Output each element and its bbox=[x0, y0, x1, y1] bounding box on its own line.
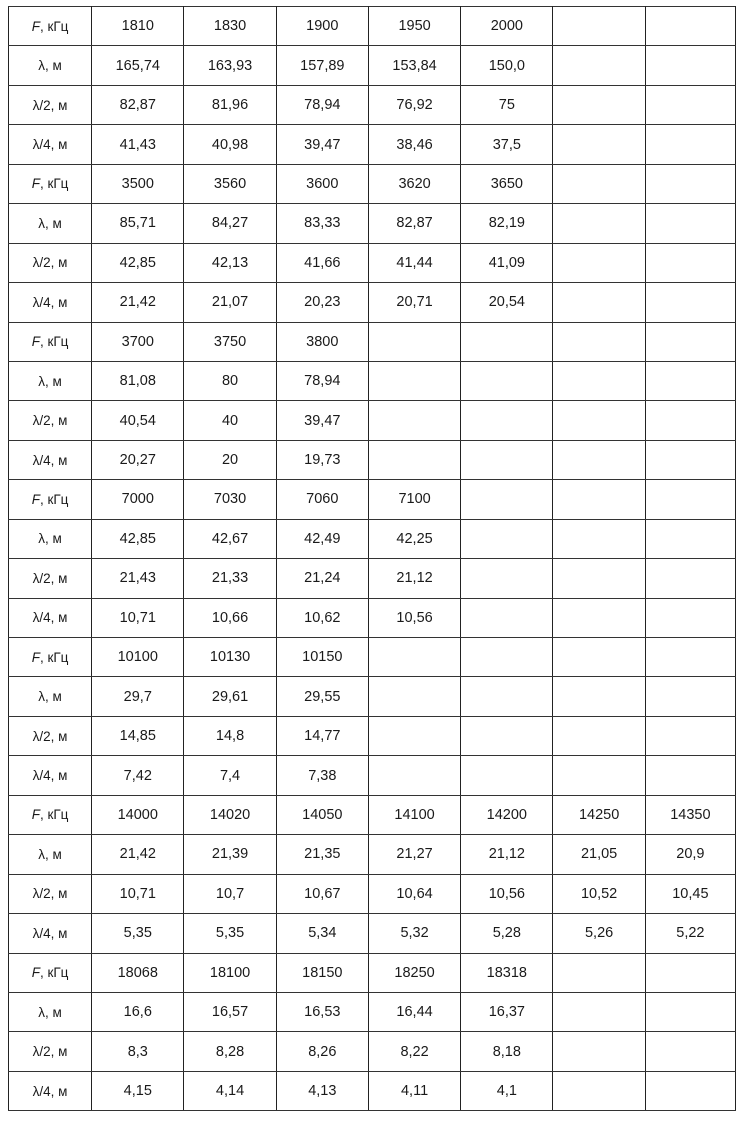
table-cell: 1950 bbox=[368, 7, 460, 46]
table-cell: 4,1 bbox=[461, 1071, 553, 1110]
table-row bbox=[9, 914, 736, 953]
table-cell: 8,22 bbox=[368, 1032, 460, 1071]
row-label: λ, м bbox=[9, 361, 92, 400]
row-label: λ/2, м bbox=[9, 874, 92, 913]
table-cell bbox=[645, 440, 735, 479]
table-cell bbox=[645, 322, 735, 361]
table-cell: 20 bbox=[184, 440, 276, 479]
table-cell bbox=[645, 46, 735, 85]
table-cell: 3600 bbox=[276, 164, 368, 203]
table-cell bbox=[553, 283, 645, 322]
table-cell: 163,93 bbox=[184, 46, 276, 85]
table-cell: 14,77 bbox=[276, 716, 368, 755]
table-row bbox=[9, 164, 736, 203]
table-cell: 165,74 bbox=[92, 46, 184, 85]
table-cell: 1830 bbox=[184, 7, 276, 46]
table-cell: 4,11 bbox=[368, 1071, 460, 1110]
table-cell: 78,94 bbox=[276, 85, 368, 124]
row-label: λ, м bbox=[9, 835, 92, 874]
table-cell: 21,24 bbox=[276, 559, 368, 598]
table-cell: 10,71 bbox=[92, 598, 184, 637]
row-label: λ/4, м bbox=[9, 756, 92, 795]
table-cell: 10,7 bbox=[184, 874, 276, 913]
table-cell: 21,27 bbox=[368, 835, 460, 874]
table-cell bbox=[553, 85, 645, 124]
row-label: F, кГц bbox=[9, 164, 92, 203]
table-cell: 14200 bbox=[461, 795, 553, 834]
table-cell: 7000 bbox=[92, 480, 184, 519]
row-label: F, кГц bbox=[9, 638, 92, 677]
row-label: F, кГц bbox=[9, 953, 92, 992]
row-label: λ/2, м bbox=[9, 716, 92, 755]
table-cell: 40,54 bbox=[92, 401, 184, 440]
table-cell bbox=[553, 204, 645, 243]
table-cell bbox=[553, 953, 645, 992]
row-label: λ/2, м bbox=[9, 243, 92, 282]
table-cell: 5,28 bbox=[461, 914, 553, 953]
table-cell: 42,85 bbox=[92, 519, 184, 558]
table-cell: 21,33 bbox=[184, 559, 276, 598]
table-row bbox=[9, 559, 736, 598]
table-cell bbox=[553, 992, 645, 1031]
table-cell bbox=[461, 638, 553, 677]
table-row bbox=[9, 243, 736, 282]
table-cell: 38,46 bbox=[368, 125, 460, 164]
table-cell bbox=[553, 7, 645, 46]
row-label: λ, м bbox=[9, 46, 92, 85]
table-cell: 10,71 bbox=[92, 874, 184, 913]
table-cell: 18068 bbox=[92, 953, 184, 992]
table-cell bbox=[553, 322, 645, 361]
table-cell bbox=[645, 125, 735, 164]
table-cell: 153,84 bbox=[368, 46, 460, 85]
row-label: F, кГц bbox=[9, 795, 92, 834]
table-cell: 3750 bbox=[184, 322, 276, 361]
table-cell: 21,42 bbox=[92, 835, 184, 874]
table-cell: 29,61 bbox=[184, 677, 276, 716]
row-label: λ/4, м bbox=[9, 125, 92, 164]
table-cell: 39,47 bbox=[276, 401, 368, 440]
table-cell: 84,27 bbox=[184, 204, 276, 243]
table-cell: 42,13 bbox=[184, 243, 276, 282]
table-cell: 41,09 bbox=[461, 243, 553, 282]
table-cell: 76,92 bbox=[368, 85, 460, 124]
table-cell bbox=[645, 243, 735, 282]
table-cell: 157,89 bbox=[276, 46, 368, 85]
table-cell: 2000 bbox=[461, 7, 553, 46]
row-label: λ, м bbox=[9, 519, 92, 558]
table-cell bbox=[461, 598, 553, 637]
row-label: F, кГц bbox=[9, 480, 92, 519]
table-row bbox=[9, 204, 736, 243]
table-cell: 82,19 bbox=[461, 204, 553, 243]
table-cell: 39,47 bbox=[276, 125, 368, 164]
row-label: λ, м bbox=[9, 204, 92, 243]
table-cell: 10130 bbox=[184, 638, 276, 677]
row-label: λ/4, м bbox=[9, 914, 92, 953]
table-cell bbox=[553, 401, 645, 440]
table-row bbox=[9, 953, 736, 992]
row-label: F, кГц bbox=[9, 322, 92, 361]
table-cell bbox=[368, 361, 460, 400]
table-cell: 41,44 bbox=[368, 243, 460, 282]
table-cell: 10,56 bbox=[368, 598, 460, 637]
table-cell: 10100 bbox=[92, 638, 184, 677]
table-cell: 80 bbox=[184, 361, 276, 400]
table-cell: 42,49 bbox=[276, 519, 368, 558]
table-cell bbox=[645, 1071, 735, 1110]
table-cell: 14100 bbox=[368, 795, 460, 834]
table-cell: 21,07 bbox=[184, 283, 276, 322]
table-cell: 29,7 bbox=[92, 677, 184, 716]
table-cell bbox=[645, 756, 735, 795]
table-cell: 5,26 bbox=[553, 914, 645, 953]
table-cell: 150,0 bbox=[461, 46, 553, 85]
table-cell: 3650 bbox=[461, 164, 553, 203]
table-cell bbox=[645, 953, 735, 992]
table-cell: 81,96 bbox=[184, 85, 276, 124]
table-cell bbox=[645, 204, 735, 243]
table-cell: 7,38 bbox=[276, 756, 368, 795]
table-cell bbox=[553, 1032, 645, 1071]
table-row bbox=[9, 677, 736, 716]
table-cell: 7060 bbox=[276, 480, 368, 519]
table-cell: 10,45 bbox=[645, 874, 735, 913]
table-cell bbox=[645, 559, 735, 598]
table-cell: 5,22 bbox=[645, 914, 735, 953]
row-label: λ/4, м bbox=[9, 283, 92, 322]
table-cell: 7100 bbox=[368, 480, 460, 519]
table-cell: 41,66 bbox=[276, 243, 368, 282]
table-cell bbox=[461, 480, 553, 519]
table-cell: 8,26 bbox=[276, 1032, 368, 1071]
table-cell: 10,62 bbox=[276, 598, 368, 637]
table-row bbox=[9, 7, 736, 46]
table-cell: 81,08 bbox=[92, 361, 184, 400]
table-cell: 10,66 bbox=[184, 598, 276, 637]
table-cell bbox=[461, 361, 553, 400]
table-cell: 14250 bbox=[553, 795, 645, 834]
table-cell: 16,53 bbox=[276, 992, 368, 1031]
table-cell bbox=[553, 559, 645, 598]
table-cell bbox=[553, 480, 645, 519]
table-cell: 10,67 bbox=[276, 874, 368, 913]
table-cell: 42,67 bbox=[184, 519, 276, 558]
table-cell: 20,23 bbox=[276, 283, 368, 322]
table-cell bbox=[553, 243, 645, 282]
table-row bbox=[9, 46, 736, 85]
table-body bbox=[9, 7, 736, 1111]
row-label: λ/2, м bbox=[9, 1032, 92, 1071]
table-cell: 3800 bbox=[276, 322, 368, 361]
table-cell bbox=[645, 1032, 735, 1071]
table-cell bbox=[368, 677, 460, 716]
table-cell bbox=[553, 125, 645, 164]
table-row bbox=[9, 598, 736, 637]
table-cell: 82,87 bbox=[368, 204, 460, 243]
table-cell bbox=[645, 992, 735, 1031]
table-cell bbox=[461, 677, 553, 716]
table-cell: 10,64 bbox=[368, 874, 460, 913]
table-row bbox=[9, 835, 736, 874]
table-cell: 14,85 bbox=[92, 716, 184, 755]
row-label: λ, м bbox=[9, 992, 92, 1031]
table-cell: 18250 bbox=[368, 953, 460, 992]
table-cell bbox=[553, 440, 645, 479]
table-cell: 16,37 bbox=[461, 992, 553, 1031]
table-cell: 20,71 bbox=[368, 283, 460, 322]
row-label: λ, м bbox=[9, 677, 92, 716]
table-cell: 8,28 bbox=[184, 1032, 276, 1071]
table-cell: 75 bbox=[461, 85, 553, 124]
table-cell: 20,54 bbox=[461, 283, 553, 322]
table-cell: 14,8 bbox=[184, 716, 276, 755]
table-cell bbox=[553, 519, 645, 558]
table-cell: 10150 bbox=[276, 638, 368, 677]
table-cell bbox=[461, 322, 553, 361]
table-row bbox=[9, 874, 736, 913]
row-label: λ/2, м bbox=[9, 401, 92, 440]
table-cell: 18100 bbox=[184, 953, 276, 992]
table-cell: 14020 bbox=[184, 795, 276, 834]
table-cell: 78,94 bbox=[276, 361, 368, 400]
table-cell: 16,6 bbox=[92, 992, 184, 1031]
table-cell bbox=[645, 361, 735, 400]
table-cell bbox=[645, 164, 735, 203]
table-cell bbox=[461, 756, 553, 795]
table-cell: 7,4 bbox=[184, 756, 276, 795]
table-cell bbox=[368, 322, 460, 361]
table-cell: 21,12 bbox=[368, 559, 460, 598]
table-cell bbox=[645, 401, 735, 440]
table-row bbox=[9, 519, 736, 558]
table-cell: 21,35 bbox=[276, 835, 368, 874]
table-cell: 21,42 bbox=[92, 283, 184, 322]
table-row bbox=[9, 992, 736, 1031]
table-cell: 7,42 bbox=[92, 756, 184, 795]
table-cell bbox=[461, 440, 553, 479]
table-cell: 5,34 bbox=[276, 914, 368, 953]
table-cell: 21,39 bbox=[184, 835, 276, 874]
table-row bbox=[9, 401, 736, 440]
table-cell: 10,52 bbox=[553, 874, 645, 913]
table-cell bbox=[461, 401, 553, 440]
table-cell: 1900 bbox=[276, 7, 368, 46]
table-cell bbox=[645, 283, 735, 322]
table-row bbox=[9, 756, 736, 795]
table-cell: 16,44 bbox=[368, 992, 460, 1031]
table-cell: 41,43 bbox=[92, 125, 184, 164]
table-cell: 19,73 bbox=[276, 440, 368, 479]
table-row bbox=[9, 440, 736, 479]
table-row bbox=[9, 85, 736, 124]
table-cell bbox=[461, 559, 553, 598]
table-cell: 21,43 bbox=[92, 559, 184, 598]
table-row bbox=[9, 1071, 736, 1110]
table-cell bbox=[368, 716, 460, 755]
table-cell bbox=[368, 756, 460, 795]
row-label: λ/2, м bbox=[9, 559, 92, 598]
table-cell bbox=[553, 638, 645, 677]
table-cell: 40 bbox=[184, 401, 276, 440]
table-cell: 3500 bbox=[92, 164, 184, 203]
row-label: λ/4, м bbox=[9, 440, 92, 479]
table-row bbox=[9, 361, 736, 400]
table-row bbox=[9, 638, 736, 677]
table-cell: 5,32 bbox=[368, 914, 460, 953]
table-cell bbox=[461, 519, 553, 558]
table-cell: 4,13 bbox=[276, 1071, 368, 1110]
table-cell bbox=[553, 598, 645, 637]
table-cell: 18150 bbox=[276, 953, 368, 992]
table-cell: 3700 bbox=[92, 322, 184, 361]
table-cell: 14050 bbox=[276, 795, 368, 834]
table-row bbox=[9, 322, 736, 361]
row-label: λ/2, м bbox=[9, 85, 92, 124]
table-cell: 14000 bbox=[92, 795, 184, 834]
table-row bbox=[9, 283, 736, 322]
table-cell: 4,15 bbox=[92, 1071, 184, 1110]
table-cell bbox=[645, 7, 735, 46]
table-cell bbox=[368, 440, 460, 479]
table-cell bbox=[645, 85, 735, 124]
table-cell: 3560 bbox=[184, 164, 276, 203]
table-cell bbox=[368, 401, 460, 440]
table-cell: 8,3 bbox=[92, 1032, 184, 1071]
table-cell: 29,55 bbox=[276, 677, 368, 716]
table-cell bbox=[553, 164, 645, 203]
table-cell: 20,27 bbox=[92, 440, 184, 479]
table-cell: 8,18 bbox=[461, 1032, 553, 1071]
table-cell: 37,5 bbox=[461, 125, 553, 164]
table-cell: 42,85 bbox=[92, 243, 184, 282]
table-row bbox=[9, 125, 736, 164]
table-cell: 20,9 bbox=[645, 835, 735, 874]
table-cell bbox=[368, 638, 460, 677]
table-cell bbox=[645, 598, 735, 637]
table-cell: 82,87 bbox=[92, 85, 184, 124]
table-cell: 1810 bbox=[92, 7, 184, 46]
table-cell: 5,35 bbox=[92, 914, 184, 953]
table-cell bbox=[553, 361, 645, 400]
table-cell bbox=[553, 677, 645, 716]
table-cell: 4,14 bbox=[184, 1071, 276, 1110]
table-cell: 3620 bbox=[368, 164, 460, 203]
row-label: F, кГц bbox=[9, 7, 92, 46]
table-row bbox=[9, 480, 736, 519]
table-cell: 16,57 bbox=[184, 992, 276, 1031]
table-cell: 18318 bbox=[461, 953, 553, 992]
table-cell: 40,98 bbox=[184, 125, 276, 164]
table-cell: 83,33 bbox=[276, 204, 368, 243]
table-cell: 7030 bbox=[184, 480, 276, 519]
row-label: λ/4, м bbox=[9, 1071, 92, 1110]
table-cell: 14350 bbox=[645, 795, 735, 834]
table-cell: 21,05 bbox=[553, 835, 645, 874]
table-cell bbox=[553, 756, 645, 795]
table-cell: 42,25 bbox=[368, 519, 460, 558]
table-cell bbox=[553, 46, 645, 85]
table-cell bbox=[645, 480, 735, 519]
table-cell bbox=[645, 638, 735, 677]
wavelength-table bbox=[8, 6, 736, 1111]
table-cell: 10,56 bbox=[461, 874, 553, 913]
table-row bbox=[9, 716, 736, 755]
row-label: λ/4, м bbox=[9, 598, 92, 637]
table-row bbox=[9, 795, 736, 834]
table-cell: 85,71 bbox=[92, 204, 184, 243]
table-cell bbox=[645, 519, 735, 558]
table-cell bbox=[645, 677, 735, 716]
table-cell: 5,35 bbox=[184, 914, 276, 953]
table-cell bbox=[461, 716, 553, 755]
table-cell bbox=[553, 716, 645, 755]
table-cell: 21,12 bbox=[461, 835, 553, 874]
table-cell bbox=[553, 1071, 645, 1110]
table-row bbox=[9, 1032, 736, 1071]
table-cell bbox=[645, 716, 735, 755]
